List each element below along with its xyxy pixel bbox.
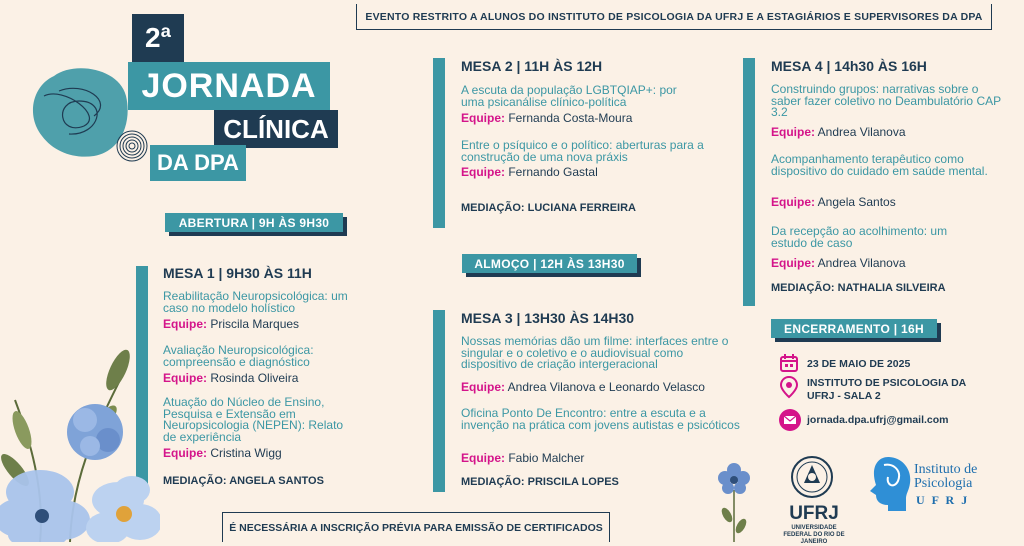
calendar-icon <box>779 353 799 373</box>
equipe-label: Equipe: <box>771 256 815 270</box>
mesa4-header: MESA 4 | 14h30 ÀS 16H <box>771 58 927 74</box>
equipe-name: Priscila Marques <box>210 317 300 331</box>
equipe-name: Angela Santos <box>817 195 896 209</box>
email-icon <box>778 408 802 432</box>
mesa2-talk2-equipe <box>461 165 598 179</box>
mesa2-talk2-title: Entre o psíquico e o político: aberturas para a construção de uma nova práxis <box>461 138 704 164</box>
mesa4-talk3-equipe <box>771 256 906 270</box>
mesa2-talk1-title: A escuta da população LGBTQIAP+: por uma psicanálise clínico-política <box>461 83 677 109</box>
title-clinica: CLÍNICA <box>214 110 338 148</box>
location-pin-icon <box>779 375 799 399</box>
equipe-name: Fernando Gastal <box>508 165 598 179</box>
equipe-name: Andrea Vilanova <box>817 125 906 139</box>
mesa4-talk3-title: Da recepção ao acolhimento: um estudo de caso <box>771 224 948 250</box>
equipe-name: Fernanda Costa-Moura <box>508 111 633 125</box>
mesa3-talk1-title: Nossas memórias dão um filme: interfaces entre o singular e o coletivo e o audiovisual como dispositivo de criação intergeracional <box>461 334 729 371</box>
contact-email-link[interactable]: jornada.dpa.ufrj@gmail.com <box>807 414 949 426</box>
mesa1-header: MESA 1 | 9H30 ÀS 11H <box>163 265 312 281</box>
equipe-label: Equipe: <box>163 317 207 331</box>
mesa3-mediacao: MEDIAÇÃO: PRISCILA LOPES <box>461 476 619 488</box>
equipe-label: Equipe: <box>461 451 505 465</box>
abertura-tag: ABERTURA | 9H ÀS 9H30 <box>165 213 343 232</box>
mesa4-talk1-equipe <box>771 125 906 139</box>
mesa4-talk2-equipe <box>771 195 896 209</box>
equipe-name: Andrea Vilanova <box>817 256 906 270</box>
equipe-label: Equipe: <box>771 195 815 209</box>
equipe-label: Equipe: <box>163 446 207 460</box>
edition-number: 2ª <box>132 14 184 62</box>
mesa3-talk2-title: Oficina Ponto De Encontro: entre a escuta e a invenção na prática com jovens autistas e psicóticos <box>461 406 740 432</box>
instituto-logo-line3: U F R J <box>916 493 970 507</box>
ufrj-logo-subtitle: UNIVERSIDADE FEDERAL DO RIO DE JANEIRO <box>783 525 845 545</box>
title-dpa: DA DPA <box>150 145 246 181</box>
mesa4-talk2-title: Acompanhamento terapêutico como dispositivo do cuidado em saúde mental. <box>771 152 988 178</box>
equipe-label: Equipe: <box>163 371 207 385</box>
event-date: 23 DE MAIO DE 2025 <box>807 358 911 370</box>
title-jornada: JORNADA <box>128 62 330 110</box>
mesa4-talk1-title: Construindo grupos: narrativas sobre o saber fazer coletivo no Deambulatório CAP 3.2 <box>771 82 1001 119</box>
equipe-name: Fabio Malcher <box>508 451 585 465</box>
mesa4-bar <box>743 58 755 306</box>
mesa1-mediacao: MEDIAÇÃO: ANGELA SANTOS <box>163 475 324 487</box>
mesa3-talk2-equipe <box>461 451 584 465</box>
mesa2-talk1-equipe <box>461 111 632 125</box>
equipe-label: Equipe: <box>461 380 505 394</box>
ufrj-logo-text: UFRJ <box>789 503 839 524</box>
ufrj-seal-logo <box>790 453 834 503</box>
small-flower-illustration <box>714 460 754 542</box>
event-location: INSTITUTO DE PSICOLOGIA DA UFRJ - SALA 2 <box>807 377 966 402</box>
certificate-notice: É NECESSÁRIA A INSCRIÇÃO PRÉVIA PARA EMISSÃO DE CERTIFICADOS <box>222 512 610 542</box>
equipe-name: Rosinda Oliveira <box>210 371 299 385</box>
flower-illustration <box>0 320 160 542</box>
mesa3-talk1-equipe <box>461 380 705 394</box>
mesa1-talk2-equipe <box>163 371 298 385</box>
instituto-logo-line2: Psicologia <box>914 476 973 491</box>
mesa1-talk1-title: Reabilitação Neuropsicológica: um caso no modelo holístico <box>163 289 348 315</box>
mesa1-talk3-title: Atuação do Núcleo de Ensino, Pesquisa e Extensão em Neuropsicologia (NEPEN): Relato de experiência <box>163 395 344 444</box>
mesa2-mediacao: MEDIAÇÃO: LUCIANA FERREIRA <box>461 202 636 214</box>
encerramento-tag: ENCERRAMENTO | 16H <box>771 319 937 338</box>
equipe-label: Equipe: <box>771 125 815 139</box>
mesa2-bar <box>433 58 445 228</box>
mesa3-header: MESA 3 | 13H30 ÀS 14H30 <box>461 310 635 326</box>
almoco-tag: ALMOÇO | 12H ÀS 13H30 <box>462 254 637 273</box>
mesa2-header: MESA 2 | 11H ÀS 12H <box>461 58 603 74</box>
mesa4-mediacao: MEDIAÇÃO: NATHALIA SILVEIRA <box>771 282 946 294</box>
instituto-psicologia-head-logo <box>866 455 914 513</box>
equipe-name: Andrea Vilanova e Leonardo Velasco <box>507 380 705 394</box>
mesa1-talk2-title: Avaliação Neuropsicológica: compreensão e diagnóstico <box>163 343 314 369</box>
equipe-label: Equipe: <box>461 111 505 125</box>
instituto-logo-line1: Instituto de <box>914 462 978 477</box>
mesa1-talk1-equipe <box>163 317 299 331</box>
equipe-label: Equipe: <box>461 165 505 179</box>
restriction-notice: EVENTO RESTRITO A ALUNOS DO INSTITUTO DE PSICOLOGIA DA UFRJ E A ESTAGIÁRIOS E SUPERVISORES DA DPA <box>356 4 992 30</box>
mesa1-talk3-equipe <box>163 446 282 460</box>
mesa3-bar <box>433 310 445 492</box>
equipe-name: Cristina Wigg <box>210 446 282 460</box>
